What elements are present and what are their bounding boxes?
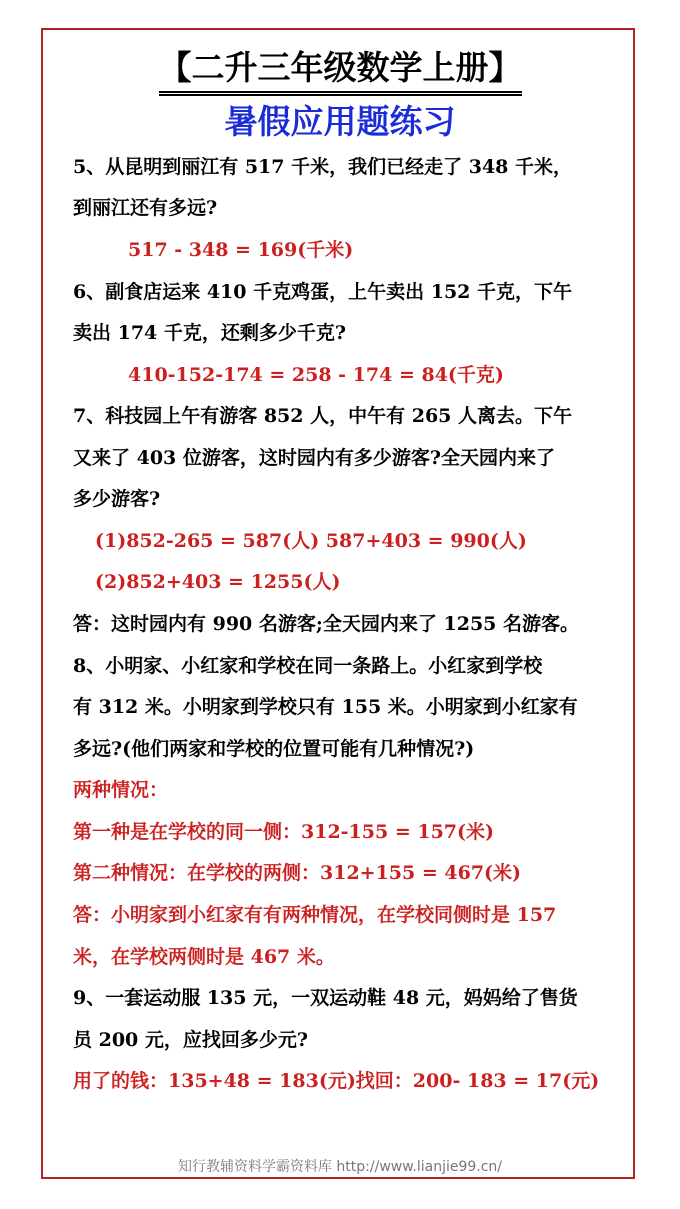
question-9-line-2: 员 200 元，应找回多少元?: [73, 1029, 309, 1051]
question-7-line-2: 又来了 403 位游客，这时园内有多少游客?全天园内来了: [73, 447, 556, 469]
answer-7-part-1: (1)852-265 = 587(人) 587+403 = 990(人): [95, 530, 527, 552]
question-6-line-2: 卖出 174 千克，还剩多少千克?: [73, 322, 347, 344]
answer-8-conclusion-line-2: 米，在学校两侧时是 467 米。: [73, 946, 335, 968]
answer-8-case-1: 第一种是在学校的同一侧：312-155 = 157(米): [73, 821, 494, 843]
question-7-line-3: 多少游客?: [73, 488, 161, 510]
question-5-line-1: 5、从昆明到丽江有 517 千米，我们已经走了 348 千米，: [73, 156, 573, 178]
question-8-line-1: 8、小明家、小红家和学校在同一条路上。小红家到学校: [73, 655, 543, 677]
question-9-line-1: 9、一套运动服 135 元，一双运动鞋 48 元，妈妈给了售货: [73, 987, 578, 1009]
footer-watermark: 知行教辅资料学霸资料库 http://www.lianjie99.cn/: [177, 1159, 503, 1175]
question-8-line-2: 有 312 米。小明家到学校只有 155 米。小明家到小红家有: [73, 696, 578, 718]
answer-8-heading: 两种情况：: [73, 779, 169, 801]
document-subtitle: 暑假应用题练习: [224, 102, 456, 141]
question-6-line-1: 6、副食店运来 410 千克鸡蛋，上午卖出 152 千克，下午: [73, 281, 573, 303]
question-7-line-1: 7、科技园上午有游客 852 人，中午有 265 人离去。下午: [73, 405, 573, 427]
answer-6: 410-152-174 = 258 - 174 = 84(千克): [128, 364, 504, 386]
question-5-line-2: 到丽江还有多远?: [73, 197, 218, 219]
answer-5: 517 - 348 = 169(千米): [128, 239, 354, 261]
document-title: 【二升三年级数学上册】: [0, 46, 680, 93]
answer-7-part-2: (2)852+403 = 1255(人): [95, 571, 341, 593]
answer-9: 用了的钱：135+48 = 183(元)找回：200- 183 = 17(元): [73, 1070, 600, 1092]
answer-8-case-2: 第二种情况：在学校的两侧：312+155 = 467(米): [73, 862, 522, 884]
question-8-line-3: 多远?(他们两家和学校的位置可能有几种情况?): [73, 738, 475, 760]
answer-8-conclusion-line-1: 答：小明家到小红家有有两种情况，在学校同侧时是 157: [73, 904, 557, 926]
answer-7-conclusion: 答：这时园内有 990 名游客;全天园内来了 1255 名游客。: [73, 613, 580, 635]
